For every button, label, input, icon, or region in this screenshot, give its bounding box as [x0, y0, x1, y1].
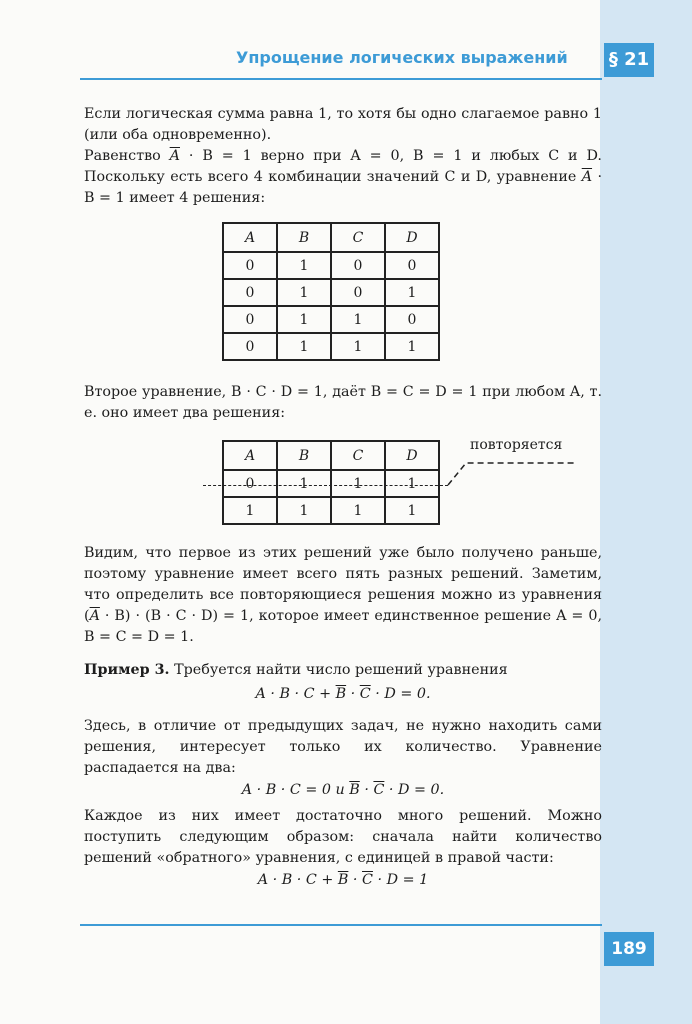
t: $\overline{B}$ [337, 872, 349, 888]
column-header: B [277, 223, 331, 252]
overline-var: $\overline{A}$ [169, 148, 180, 164]
table-cell: 1 [223, 497, 277, 524]
table-cell: 1 [385, 497, 439, 524]
table-cell: 0 [385, 306, 439, 333]
table-row [223, 279, 439, 306]
t: · [346, 686, 360, 702]
t: $\overline{C}$ [362, 872, 373, 888]
table-header [223, 441, 439, 470]
table-cell: 1 [277, 333, 331, 360]
paragraph-5: Здесь, в отличие от предыдущих задач, не нужно находить сами решения, интересует только их количество. Уравнение распадается на два: [84, 718, 602, 776]
table-cell: 0 [223, 252, 277, 279]
column-header: D [385, 223, 439, 252]
table-cell: 1 [277, 470, 331, 497]
column-header: C [331, 223, 385, 252]
table-cell: 0 [331, 252, 385, 279]
t: A · B · C = 0 и [241, 782, 350, 798]
table-row [223, 497, 439, 524]
table-cell: 1 [331, 333, 385, 360]
example-3 [84, 660, 602, 681]
page-number: 189 [604, 932, 654, 966]
table-cell: 0 [223, 306, 277, 333]
header-rule [80, 78, 602, 80]
table-row [223, 306, 439, 333]
overline-var: $\overline{A}$ [89, 608, 100, 624]
paragraph-6: Каждое из них имеет достаточно много решений. Можно поступить следующим образом: сначала найти количество решений «обратного» уравнения, с единицей в правой части: [84, 808, 602, 866]
table-cell: 0 [223, 333, 277, 360]
table-cell: 0 [223, 470, 277, 497]
truth-table-1 [222, 222, 440, 361]
table-row [223, 333, 439, 360]
text: Видим, что первое из этих решений уже было получено раньше, поэтому уравнение имеет всего пять разных решений. Заметим, что определить все повторяющиеся решения можно из уравнения ( [84, 545, 602, 624]
text: · B = 1 верно при A = 0, B = 1 и любых C и D. Поскольку есть всего 4 комбинации значений C и D, уравнение [84, 148, 602, 185]
t: · D = 1 [372, 872, 429, 888]
t: $\overline{B}$ [349, 782, 360, 798]
text: Требуется найти число решений уравнения [169, 662, 508, 678]
t: · [348, 872, 363, 888]
column-header: B [277, 441, 331, 470]
text: Равенство [84, 148, 170, 164]
table-cell: 0 [385, 252, 439, 279]
column-header: D [385, 441, 439, 470]
column-header: A [223, 441, 277, 470]
text: · B) · (B · C · D) = 1, которое имеет единственное решение A = 0, B = C = D = 1. [84, 608, 602, 645]
table-row [223, 470, 439, 497]
t: $\overline{C}$ [359, 686, 371, 702]
t: $\overline{C}$ [373, 782, 385, 798]
table-cell: 0 [331, 279, 385, 306]
example-label: Пример 3. [84, 662, 170, 678]
table-cell: 1 [277, 279, 331, 306]
table-cell: 1 [277, 252, 331, 279]
table-header [223, 223, 439, 252]
column-header: A [223, 223, 277, 252]
table-row [223, 252, 439, 279]
footer-rule [80, 924, 602, 926]
truth-table-2 [222, 440, 440, 525]
t: · [359, 782, 374, 798]
t: A · B · C + [255, 686, 336, 702]
paragraph-2 [84, 146, 602, 209]
strike-dash [203, 485, 448, 486]
paragraph-4 [84, 543, 602, 648]
table-cell: 1 [385, 279, 439, 306]
equation-1 [84, 686, 602, 702]
overline-var: $\overline{A}$ [581, 169, 593, 185]
equation-2 [84, 782, 602, 798]
table-cell: 1 [331, 470, 385, 497]
table-cell: 1 [385, 333, 439, 360]
paragraph-1: Если логическая сумма равна 1, то хотя бы одно слагаемое равно 1 (или оба одновременно). [84, 106, 602, 143]
table-cell: 0 [223, 279, 277, 306]
paragraph-3: Второе уравнение, B · C · D = 1, даёт B = C = D = 1 при любом A, т. е. оно имеет два решения: [84, 384, 602, 421]
t: $\overline{B}$ [335, 686, 347, 702]
table-cell: 1 [277, 497, 331, 524]
t: A · B · C + [257, 872, 338, 888]
column-header: C [331, 441, 385, 470]
table-cell: 1 [331, 306, 385, 333]
chapter-title: Упрощение логических выражений [236, 48, 568, 67]
section-badge: § 21 [604, 43, 654, 77]
table-cell: 1 [385, 470, 439, 497]
pointer-line [446, 458, 576, 488]
table-cell: 1 [331, 497, 385, 524]
table-cell: 1 [277, 306, 331, 333]
t: · D = 0. [384, 782, 445, 798]
text: · B = 1 имеет 4 решения: [84, 169, 602, 206]
margin-strip [600, 0, 692, 1024]
t: · D = 0. [370, 686, 431, 702]
equation-3 [84, 872, 602, 888]
repeat-note: повторяется [470, 437, 563, 453]
